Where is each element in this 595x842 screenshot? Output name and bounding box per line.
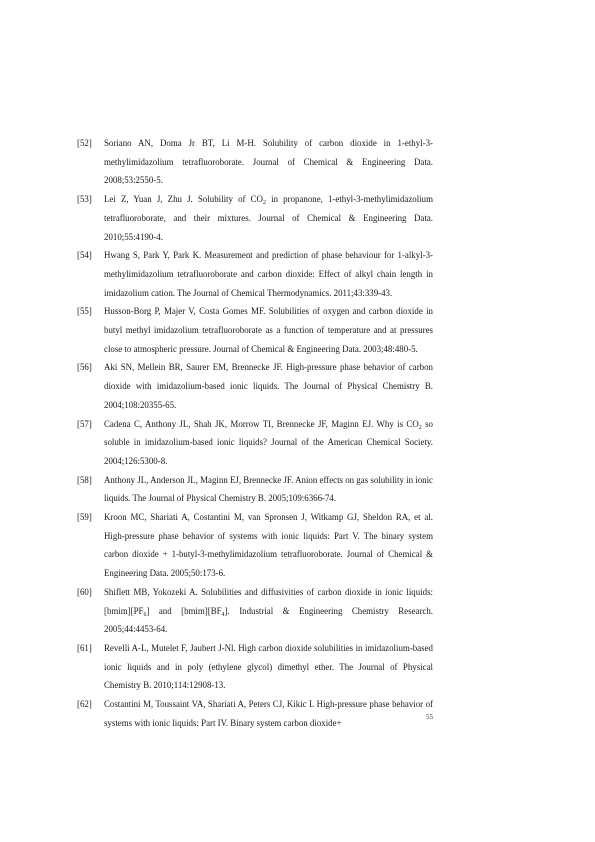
reference-entry [77, 471, 433, 508]
reference-text-part: Shiflett MB, Yokozeki A. Solubilities and diffusivities of carbon dioxide in ionic liquids:[bmim][PF [104, 586, 433, 616]
reference-number: [55] [77, 306, 92, 317]
reference-text: Soriano AN, Doma Jr BT, Li M-H. Solubility of carbon dioxide in 1-ethyl-3-methylimidazolium tetrafluoroborate. Journal of Chemical & Engineering Data. 2008;53:2550-5. [104, 138, 433, 186]
reference-entry [77, 508, 433, 583]
reference-entry [77, 695, 433, 732]
reference-entry [77, 583, 433, 639]
reference-number: [60] [77, 586, 92, 597]
subscript: 4 [221, 611, 225, 618]
reference-number: [58] [77, 474, 92, 485]
reference-text: Anthony JL, Anderson JL, Maginn EJ, Brennecke JF. Anion effects on gas solubility in ionic liquids. The Journal of Physical Chemistry B. 2005;109:6366-74. [104, 474, 433, 504]
reference-text-part: in propanone, 1-ethyl-3-methylimidazolium tetrafluoroborate, and their mixtures. Journal of Chemical & Engineering Data. 2010;55:4190-4. [104, 194, 433, 242]
reference-text: Hwang S, Park Y, Park K. Measurement and prediction of phase behaviour for 1-alkyl-3-methylimidazolium tetrafluoroborate and carbon dioxide: Effect of alkyl chain length in imidazolium cation. The Journal of Chemical Thermodynamics. 2011;43:339-43. [104, 250, 433, 298]
subscript: 2 [262, 200, 266, 207]
reference-text: Costantini M, Toussaint VA, Shariati A, Peters CJ, Kikic I. High-pressure phase behavior of systems with ionic liquids: Part IV. Binary system carbon dioxide+ [104, 699, 433, 728]
reference-entry [77, 358, 433, 414]
reference-number: [59] [77, 512, 92, 523]
reference-number: [57] [77, 418, 92, 429]
reference-entry [77, 415, 433, 471]
reference-text-part: ]. Industrial & Engineering Chemistry Research. 2005;44:4453-64. [104, 605, 434, 635]
reference-list [77, 134, 433, 733]
reference-text-part: so soluble in imidazolium-based ionic liquids? Journal of the American Chemical Society. 2004;126:5300-8. [104, 418, 433, 466]
reference-entry [77, 246, 433, 302]
reference-text-part: Lei Z, Yuan J, Zhu J. Solubility of CO [104, 194, 263, 205]
reference-number: [54] [77, 250, 92, 261]
reference-number: [56] [77, 362, 92, 373]
reference-number: [61] [77, 642, 92, 653]
reference-number: [53] [77, 194, 92, 205]
reference-entry [77, 190, 433, 246]
reference-number: [62] [77, 699, 92, 710]
reference-text: Aki SN, Mellein BR, Saurer EM, Brennecke JF. High-pressure phase behavior of carbon dioxide with imidazolium-based ionic liquids. The Journal of Physical Chemistry B. 2004;108:20355-65. [104, 362, 433, 410]
reference-text-part: ] and [bmim][BF [146, 605, 222, 616]
reference-text-part: Cadena C, Anthony JL, Shah JK, Morrow TI, Brennecke JF, Maginn EJ. Why is CO [104, 418, 419, 429]
subscript: 6 [143, 611, 147, 618]
reference-entry [77, 134, 433, 190]
reference-text [104, 190, 433, 246]
page-number: 55 [426, 713, 433, 721]
reference-text: Revelli A-L, Mutelet F, Jaubert J-Nl. High carbon dioxide solubilities in imidazolium-based ionic liquids and in poly (ethylene glycol) dimethyl ether. The Journal of Physical Chemistry B. 2010;114:12908-13. [104, 642, 433, 691]
reference-entry [77, 302, 433, 358]
subscript: 2 [418, 424, 422, 431]
reference-text: Kroon MC, Shariati A, Costantini M, van Spronsen J, Witkamp GJ, Sheldon RA, et al. High-pressure phase behavior of systems with ionic liquids: Part V. The binary system carbon dioxide + 1-butyl-3-methylimidazolium tetrafluoroborate. Journal of Chemical & Engineering Data. 2005;50:173-6. [104, 512, 433, 579]
reference-text: Husson-Borg P, Majer V, Costa Gomes MF. Solubilities of oxygen and carbon dioxide in butyl methyl imidazolium tetrafluoroborate as a function of temperature and at pressures close to atmospheric pressure. Journal of Chemical & Engineering Data. 2003;48:480-5. [104, 306, 433, 354]
reference-number: [52] [77, 138, 92, 148]
reference-text [104, 583, 433, 639]
reference-entry [77, 639, 433, 695]
reference-text [104, 415, 433, 471]
